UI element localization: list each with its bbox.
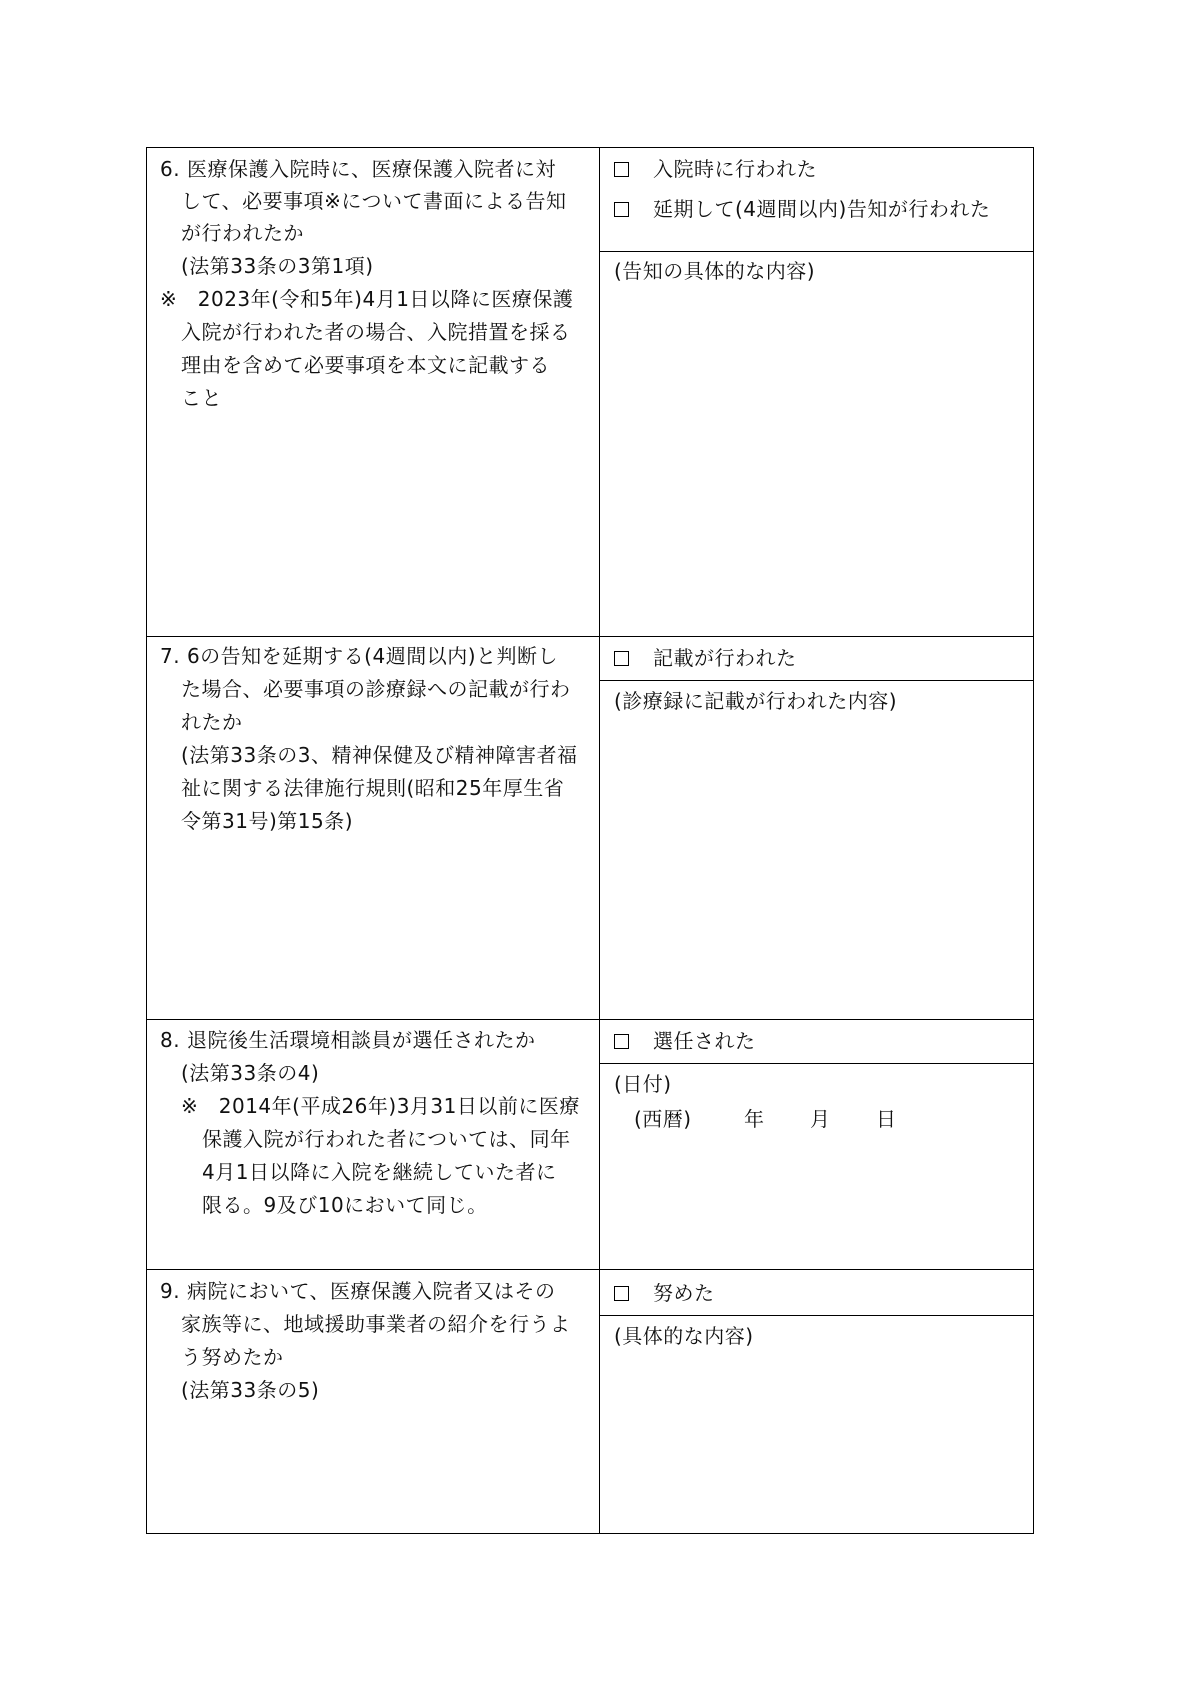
checkbox-icon[interactable] [614, 1286, 629, 1301]
note-line: 理由を含めて必要事項を本文に記載する [181, 353, 550, 377]
checkbox-appointed[interactable] [614, 1028, 756, 1054]
checkbox-icon[interactable] [614, 651, 629, 666]
checkbox-icon[interactable] [614, 1034, 629, 1049]
question-line: う努めたか [181, 1345, 284, 1369]
question-line: 6. 医療保護入院時に、医療保護入院者に対 [160, 157, 556, 181]
date-label: (日付) [614, 1072, 672, 1096]
question-line: が行われたか [181, 221, 304, 245]
law-reference: 令第31号)第15条) [181, 809, 354, 833]
checkbox-label: 選任された [653, 1029, 756, 1053]
note-line: ※ 2014年(平成26年)3月31日以前に医療 [181, 1094, 580, 1118]
note-line: 保護入院が行われた者については、同年 [202, 1127, 571, 1151]
checkbox-label: 延期して(4週間以内)告知が行われた [653, 197, 991, 221]
column-divider [599, 147, 600, 1534]
row-divider [146, 636, 1034, 637]
detail-label: (診療録に記載が行われた内容) [614, 689, 898, 713]
date-month: 月 [810, 1107, 831, 1131]
date-year: 年 [744, 1107, 765, 1131]
checkbox-label: 入院時に行われた [653, 157, 817, 181]
question-line: 9. 病院において、医療保護入院者又はその [160, 1279, 556, 1303]
question-line: た場合、必要事項の診療録への記載が行わ [181, 677, 571, 701]
date-day: 日 [876, 1107, 897, 1131]
note-line: 入院が行われた者の場合、入院措置を採る [181, 320, 571, 344]
cell-divider [599, 1315, 1034, 1316]
question-line: して、必要事項※について書面による告知 [181, 189, 567, 213]
date-fields[interactable] [634, 1106, 897, 1132]
date-era: (西暦) [634, 1107, 692, 1131]
row-divider [146, 1019, 1034, 1020]
checkbox-label: 努めた [653, 1281, 715, 1305]
question-line: 家族等に、地域援助事業者の紹介を行うよ [181, 1312, 571, 1336]
question-line: 8. 退院後生活環境相談員が選任されたか [160, 1028, 536, 1052]
law-reference: 祉に関する法律施行規則(昭和25年厚生省 [181, 776, 565, 800]
cell-divider [599, 1063, 1034, 1064]
checkbox-admitted-notice[interactable] [614, 156, 817, 182]
cell-divider [599, 680, 1034, 681]
checkbox-recorded[interactable] [614, 645, 797, 671]
detail-label: (具体的な内容) [614, 1324, 754, 1348]
checkbox-postponed-notice[interactable] [614, 196, 990, 222]
law-reference: (法第33条の3、精神保健及び精神障害者福 [181, 743, 578, 767]
checkbox-icon[interactable] [614, 202, 629, 217]
checkbox-icon[interactable] [614, 162, 629, 177]
law-reference: (法第33条の4) [181, 1061, 320, 1085]
detail-label: (告知の具体的な内容) [614, 259, 816, 283]
cell-divider [599, 251, 1034, 252]
note-line: 限る。9及び10において同じ。 [202, 1193, 488, 1217]
note-line: こと [181, 386, 222, 410]
note-line: 4月1日以降に入院を継続していた者に [202, 1160, 557, 1184]
law-reference: (法第33条の5) [181, 1378, 320, 1402]
row-divider [146, 1269, 1034, 1270]
question-line: 7. 6の告知を延期する(4週間以内)と判断し [160, 644, 558, 668]
question-line: れたか [181, 710, 243, 734]
checkbox-endeavored[interactable] [614, 1280, 715, 1306]
note-line: ※ 2023年(令和5年)4月1日以降に医療保護 [160, 287, 574, 311]
law-reference: (法第33条の3第1項) [181, 254, 374, 278]
checkbox-label: 記載が行われた [653, 646, 797, 670]
